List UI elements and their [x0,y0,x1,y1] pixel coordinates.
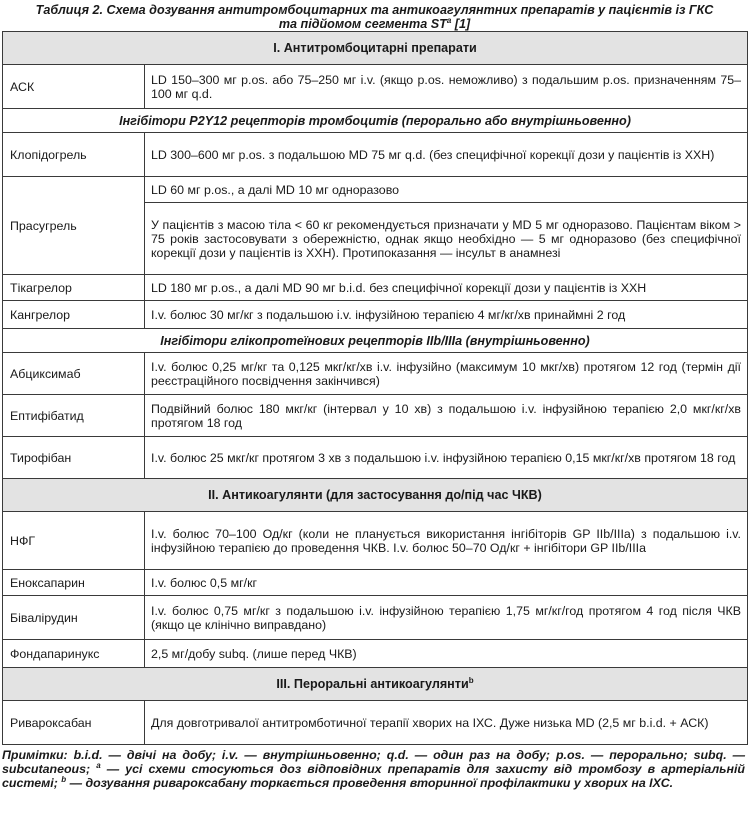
subsection-row [3,109,748,133]
notes-superscript-b: b [61,774,67,784]
dosing-text: I.v. болюс 25 мкг/кг протягом 3 хв з подальшою i.v. інфузійною терапією 0,15 мкг/кг/хв протягом 18 год [145,437,748,479]
subsection-header-gp: Інгібітори глікопротеїнових рецепторів IIb/IIIa (внутрішньовенно) [3,329,748,353]
table-row [3,640,748,668]
table-row [3,512,748,570]
drug-name: Абциксимаб [3,353,145,395]
notes-text-1: Примітки: b.i.d. — двічі на добу; i.v. — внутрішньовенно; q.d. — один раз на добу; p.os. — перорально; subq. — subcutaneous; [2,748,745,776]
notes-text-3: — дозування ривароксабану торкається проведення вторинної профілактики у хворих на ІХС. [66,776,674,790]
section-superscript: b [468,675,474,685]
dosing-text: I.v. болюс 30 мг/кг з подальшою i.v. інфузійною терапією 4 мг/кг/хв принаймні 2 год [145,301,748,329]
drug-name: Фондапаринукс [3,640,145,668]
table-row [3,133,748,177]
drug-name: Кангрелор [3,301,145,329]
notes-text-2: — усі схеми стосуються доз відповідних препаратів для захисту від тромбозу в артеріальній системі; [2,762,746,790]
caption-superscript: a [446,15,452,25]
drug-name: Прасугрель [3,177,145,275]
table-row [3,353,748,395]
dosing-text: I.v. болюс 0,75 мг/кг з подальшою i.v. інфузійною терапією 1,75 мг/кг/год протягом 4 год після ЧКВ (якщо це клінічно виправдано) [145,596,748,640]
table-row [3,177,748,203]
section-row [3,479,748,512]
drug-name: Тирофібан [3,437,145,479]
dosing-table [2,31,748,745]
dosing-text: Для довготривалої антитромботичної терапії хворих на ІХС. Дуже низька MD (2,5 мг b.i.d. + АСК) [145,701,748,745]
drug-name: Тікагрелор [3,275,145,301]
drug-name: Ривароксабан [3,701,145,745]
table-row [3,65,748,109]
dosing-text: Подвійний болюс 180 мкг/кг (інтервал у 10 хв) з подальшою i.v. інфузійною терапією 2,0 мкг/кг/хв протягом 18 год [145,395,748,437]
dosing-text: LD 150–300 мг p.os. або 75–250 мг i.v. (якщо p.os. неможливо) з подальшим p.os. призначенням 75–100 мг q.d. [145,65,748,109]
drug-name: Бівалірудин [3,596,145,640]
dosing-text: 2,5 мг/добу subq. (лише перед ЧКВ) [145,640,748,668]
table-row [3,596,748,640]
section-row [3,668,748,701]
drug-name: АСК [3,65,145,109]
caption-line-2-text: та підйомом сегмента ST [278,17,447,31]
table-row [3,437,748,479]
section-header-antiplatelet: I. Антитромбоцитарні препарати [3,32,748,65]
notes-superscript-a: a [96,760,101,770]
subsection-row [3,329,748,353]
dosing-text: I.v. болюс 0,25 мг/кг та 0,125 мкг/кг/хв i.v. інфузійно (максимум 10 мкг/хв) протягом 12 год (термін дії реєстраційного посвідчення закінчився) [145,353,748,395]
table-row [3,301,748,329]
table-notes [0,745,749,790]
dosing-text: I.v. болюс 0,5 мг/кг [145,570,748,596]
table-row [3,275,748,301]
caption-line-2 [6,17,743,31]
caption-reference: [1] [451,17,471,31]
dosing-text: LD 60 мг p.os., а далі MD 10 мг одноразово [145,177,748,203]
subsection-header-p2y12: Інгібітори P2Y12 рецепторів тромбоцитів (перорально або внутрішньовенно) [3,109,748,133]
dosing-text: LD 300–600 мг p.os. з подальшою MD 75 мг q.d. (без специфічної корекції дози у пацієнтів із ХХН) [145,133,748,177]
drug-name: Ептифібатид [3,395,145,437]
dosing-text: I.v. болюс 70–100 Од/кг (коли не планується використання інгібіторів GP IIb/IIIa) з подальшою i.v. інфузійною терапією до проведення ЧКВ. I.v. болюс 50–70 Од/кг + інгібітори GP IIb/IIIa [145,512,748,570]
drug-name: НФГ [3,512,145,570]
dosing-text: LD 180 мг p.os., а далі MD 90 мг b.i.d. без специфічної корекції дози у пацієнтів із ХХН [145,275,748,301]
dosing-text: У пацієнтів з масою тіла < 60 кг рекомендується призначати у MD 5 мг одноразово. Пацієнтам віком > 75 років застосовувати з обережністю, однак якщо необхідно — 5 мг одноразово (без специфічної корекції дози у пацієнтів із ХХН). Протипоказання — інсульт в анамнезі [145,203,748,275]
caption-line-1: Таблиця 2. Схема дозування антитромбоцитарних та антикоагулянтних препаратів у пацієнтів із ГКС [35,3,714,17]
table-row [3,395,748,437]
section-header-anticoag: II. Антикоагулянти (для застосування до/під час ЧКВ) [3,479,748,512]
table-row [3,570,748,596]
section-title: III. Пероральні антикоагулянти [276,677,469,691]
table-row [3,701,748,745]
section-header-oral-anticoag [3,668,748,701]
table-caption [0,0,749,31]
drug-name: Еноксапарин [3,570,145,596]
section-row [3,32,748,65]
drug-name: Клопідогрель [3,133,145,177]
